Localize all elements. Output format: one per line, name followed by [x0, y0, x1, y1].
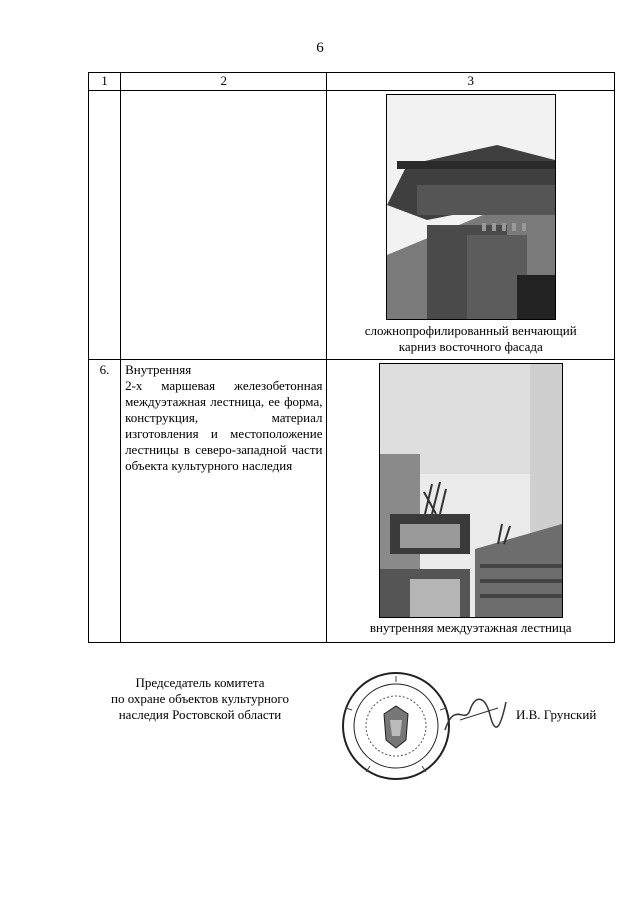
page-number: 6 [316, 40, 324, 56]
description-body: 2-х маршевая железобетонная междуэтажная лестница, ее форма, конструкция, материал изготовления и местоположение лестницы в северо-западной части объекта культурного наследия [125, 378, 323, 473]
signature-line-3: наследия Ростовской области [118, 707, 282, 722]
row-number: 6. [89, 360, 121, 643]
caption-line-1: внутренняя междуэтажная лестница [369, 620, 572, 635]
row-description [121, 360, 327, 643]
handwritten-signature [440, 690, 510, 740]
header-col-2: 2 [121, 73, 327, 91]
signature-line-1: Председатель комитета [135, 675, 265, 690]
header-col-3: 3 [327, 73, 615, 91]
photo-caption [327, 323, 614, 355]
photo-cell [327, 360, 615, 643]
table-row [89, 360, 615, 643]
signature-block [75, 675, 325, 723]
table-header-row [89, 73, 615, 91]
heritage-table [88, 72, 615, 643]
row-number [89, 91, 121, 360]
row-description [121, 91, 327, 360]
photo-caption [327, 620, 614, 636]
official-seal-stamp [340, 670, 452, 782]
caption-line-2: карниз восточного фасада [398, 339, 543, 354]
table-row [89, 91, 615, 360]
header-col-1: 1 [89, 73, 121, 91]
cornice-photo [386, 94, 556, 320]
caption-line-1: сложнопрофилированный венчающий [364, 323, 577, 338]
description-head: Внутренняя [125, 362, 192, 377]
photo-cell [327, 91, 615, 360]
staircase-photo [379, 363, 563, 618]
signature-line-2: по охране объектов культурного [111, 691, 289, 706]
signer-name: И.В. Грунский [516, 707, 597, 722]
